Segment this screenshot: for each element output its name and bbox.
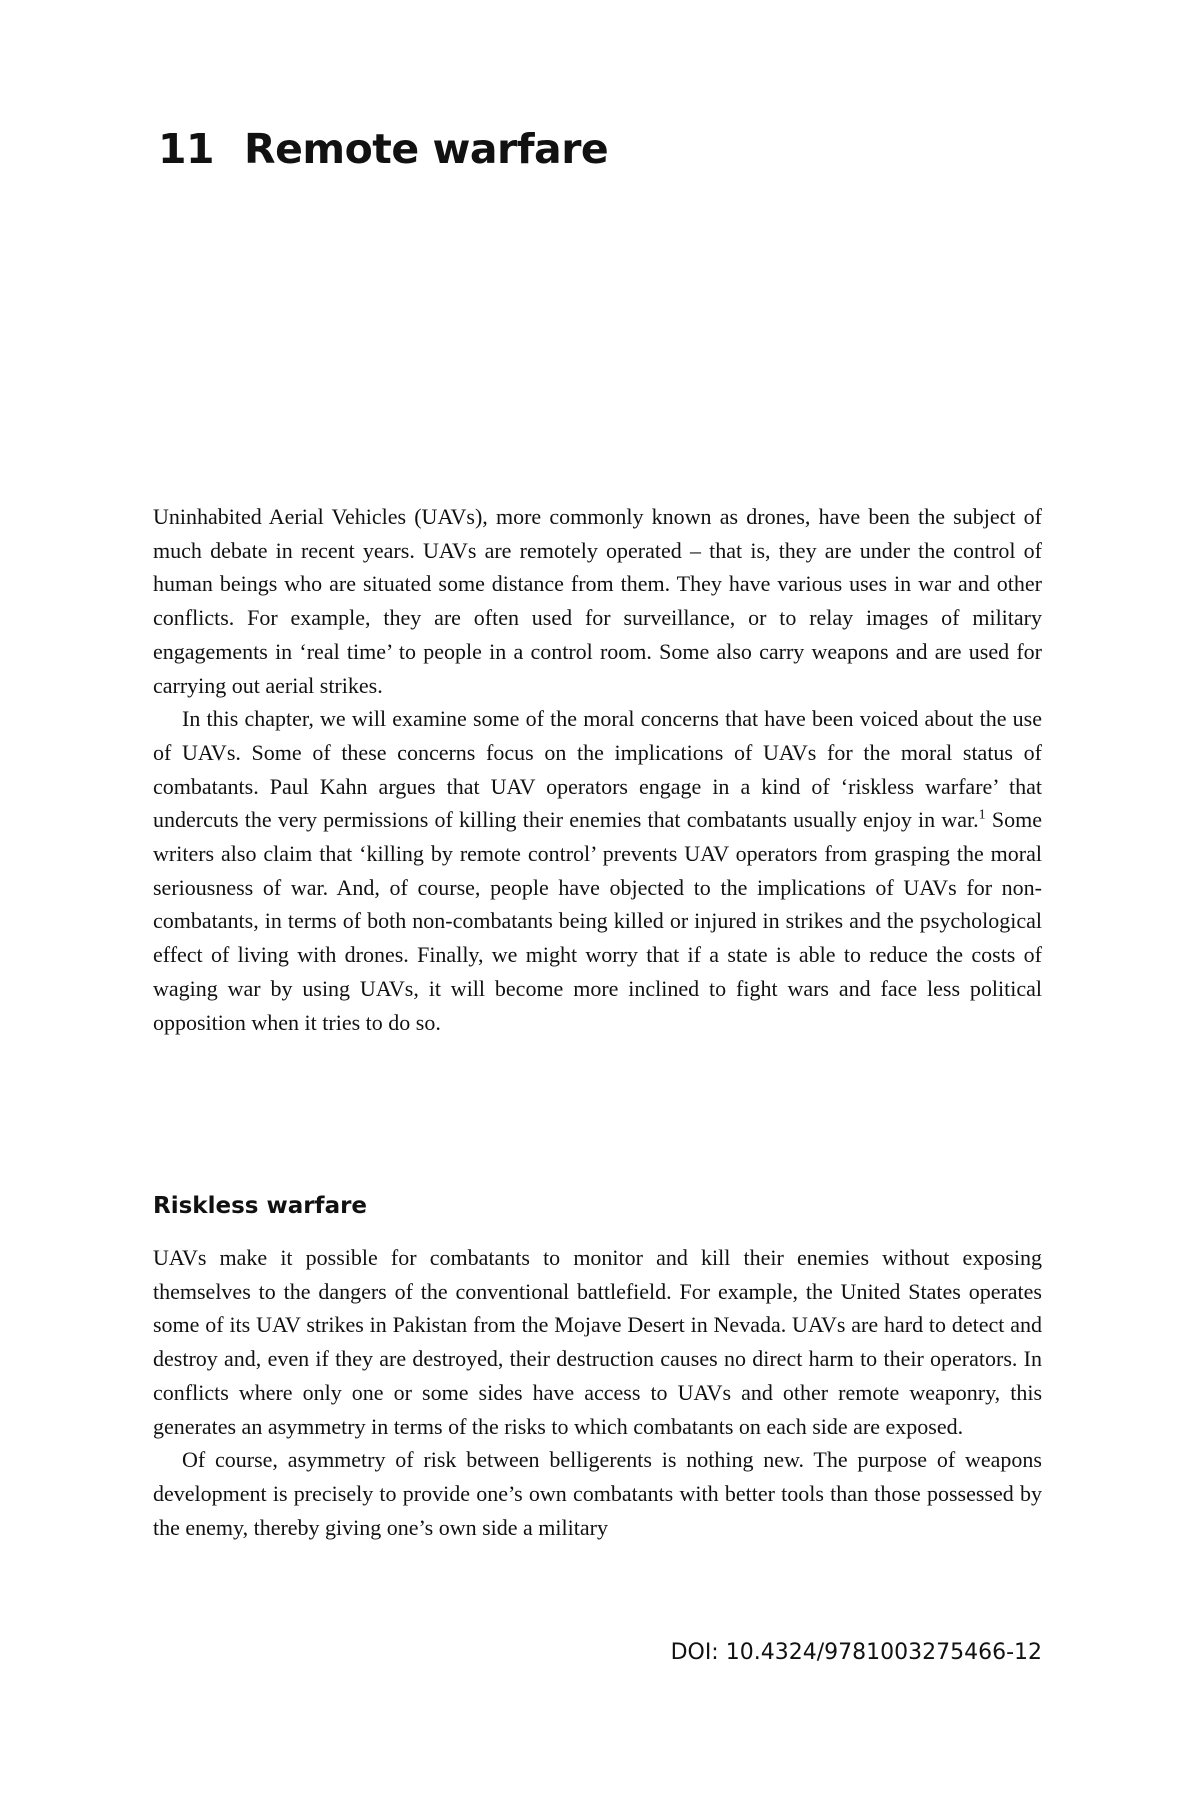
- section-paragraph-2: Of course, asymmetry of risk between belligerents is nothing new. The purpose of weapons development is precisely to provide one’s own combatants with better tools than those possessed by the enemy, thereby giving one’s own side a military: [153, 1447, 1042, 1540]
- chapter-heading: [158, 120, 608, 178]
- chapter-title: Remote warfare: [244, 125, 609, 173]
- intro-body: [153, 500, 1042, 1039]
- chapter-number: 11: [158, 125, 215, 173]
- doi-footer: DOI: 10.4324/9781003275466-12: [670, 1640, 1042, 1665]
- section-heading: Riskless warfare: [153, 1193, 368, 1219]
- intro-paragraph-2: [153, 702, 1042, 1039]
- intro-paragraph-2-text: In this chapter, we will examine some of the moral concerns that have been voiced about the use of UAVs. Some of these concerns focus on the implications of UAVs for the moral status of combatants. Paul Kahn argues that UAV operators engage in a kind of ‘riskless warfare’ that undercuts the very permissions of killing their enemies that combatants usually enjoy in war.: [153, 706, 1042, 833]
- intro-paragraph-1: Uninhabited Aerial Vehicles (UAVs), more commonly known as drones, have been the subject of much debate in recent years. UAVs are remotely operated – that is, they are under the control of human beings who are situated some distance from them. They have various uses in war and other conflicts. For example, they are often used for surveillance, or to relay images of military engagements in ‘real time’ to people in a control room. Some also carry weapons and are used for carrying out aerial strikes.: [153, 504, 1042, 698]
- intro-paragraph-2-continuation: Some writers also claim that ‘killing by remote control’ prevents UAV operators from grasping the moral seriousness of war. And, of course, people have objected to the implications of UAVs for non-combatants, in terms of both non-combatants being killed or injured in strikes and the psychological effect of living with drones. Finally, we might worry that if a state is able to reduce the costs of waging war by using UAVs, it will become more inclined to fight wars and face less political opposition when it tries to do so.: [153, 807, 1042, 1035]
- section-body: [153, 1241, 1042, 1544]
- footnote-reference-1[interactable]: 1: [978, 808, 986, 823]
- section-paragraph-1: UAVs make it possible for combatants to monitor and kill their enemies without exposing themselves to the dangers of the conventional battlefield. For example, the United States operates some of its UAV strikes in Pakistan from the Mojave Desert in Nevada. UAVs are hard to detect and destroy and, even if they are destroyed, their destruction causes no direct harm to their operators. In conflicts where only one or some sides have access to UAVs and other remote weaponry, this generates an asymmetry in terms of the risks to which combatants on each side are exposed.: [153, 1245, 1042, 1439]
